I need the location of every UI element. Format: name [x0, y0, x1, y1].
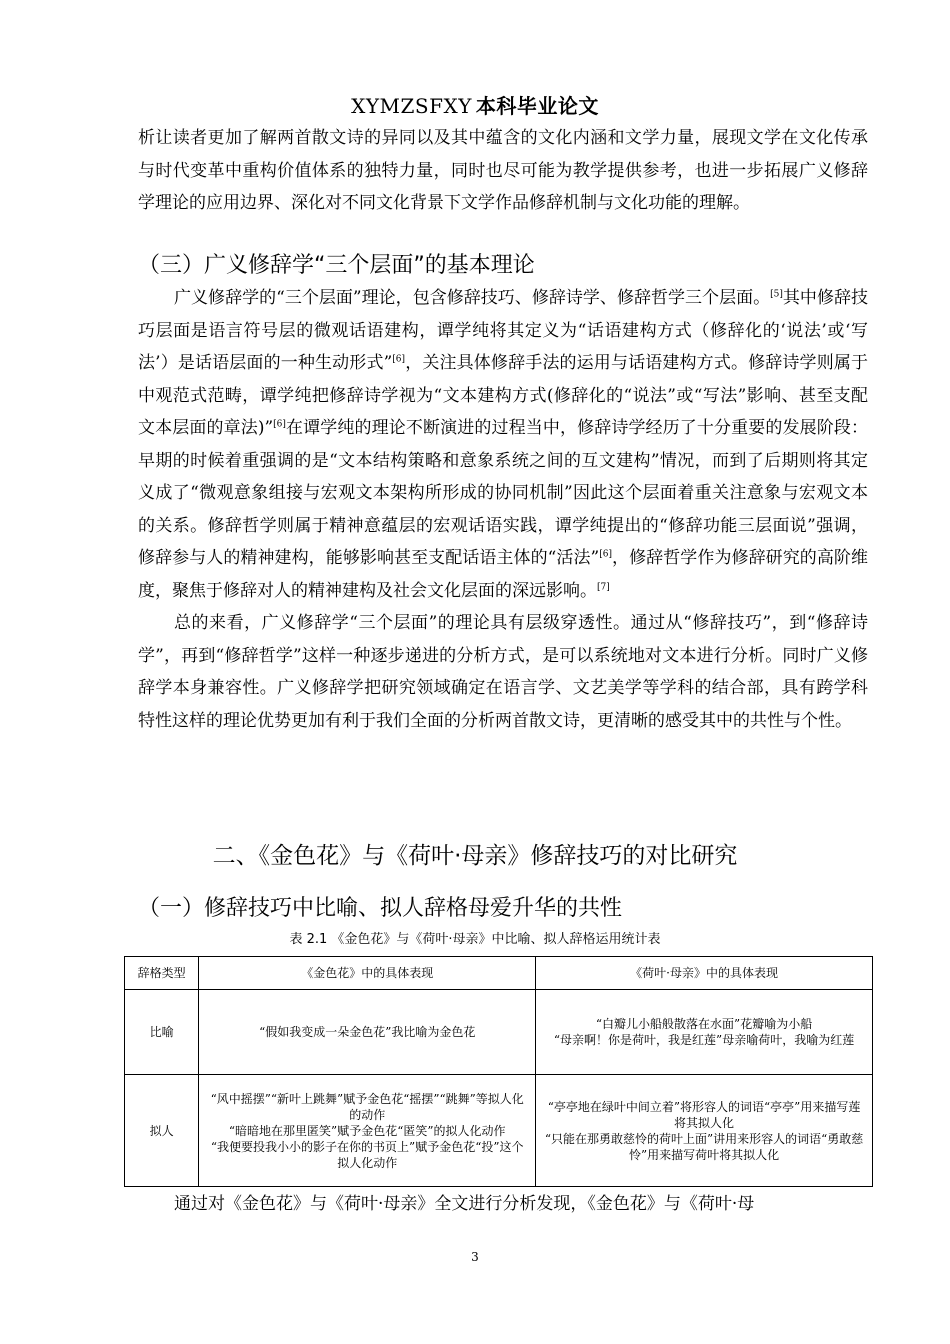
citation-ref: [7] [597, 581, 610, 592]
cell-line: “风中摇摆”“新叶上跳舞”赋予金色花“摇摆”“跳舞”等拟人化的动作 [210, 1091, 524, 1122]
closing-paragraph-block [138, 1188, 868, 1221]
chapter-heading: 二、《金色花》与《荷叶·母亲》修辞技巧的对比研究 [212, 843, 738, 869]
table-cell-type: 拟人 [125, 1075, 199, 1187]
intro-paragraph: 析让读者更加了解两首散文诗的异同以及其中蕴含的文化内涵和文学力量，展现文学在文化传承与时代变革中重构价值体系的独特力量，同时也尽可能为教学提供参考，也进一步拓展广义修辞学理论的应用边界、深化对不同文化背景下文学作品修辞机制与文化功能的理解。 [138, 128, 868, 213]
citation-ref: [6] [392, 354, 406, 365]
table-cell [199, 990, 536, 1075]
text-run: ，关注具体修辞手法的运用与话语建构方式。修辞诗学则属于中观范式范畴，谭学纯把修辞诗学视为“文本建构方式(修辞化的“说法”或“写法”影响、甚至支配文本层面的章法)” [138, 353, 868, 438]
table-header-row [125, 957, 873, 990]
section1-heading: （一）修辞技巧中比喻、拟人辞格母爱升华的共性 [138, 896, 623, 921]
table-cell-type: 比喻 [125, 990, 199, 1075]
table-cell [536, 990, 873, 1075]
citation-ref: [5] [770, 289, 783, 300]
table-header-cell: 《金色花》中的具体表现 [199, 957, 536, 990]
cell-line: “假如我变成一朵金色花”我比喻为金色花 [259, 1025, 476, 1039]
intro-paragraph-block [138, 122, 868, 220]
table-header-cell: 辞格类型 [125, 957, 199, 990]
table-cell [199, 1075, 536, 1187]
text-run: 其中修辞技巧层面是语言符号层的微观话语建构，谭学纯将其定义为“话语建构方式（修辞化的‘说法’或‘写法’）是话语层面的一种生动形式” [138, 288, 868, 373]
page-header [0, 92, 950, 120]
section3-body [138, 282, 868, 737]
citation-ref: [6] [599, 549, 612, 560]
citation-ref: [6] [273, 419, 286, 430]
cell-line: “亭亭地在绿叶中间立着”将形容人的词语“亭亭”用来描写莲将其拟人化 [547, 1099, 861, 1130]
page-number: 3 [471, 1250, 479, 1264]
table-caption: 表 2.1 《金色花》与《荷叶·母亲》中比喻、拟人辞格运用统计表 [289, 932, 661, 947]
section3-paragraph-1 [138, 282, 868, 607]
cell-line: “只能在那勇敢慈怜的荷叶上面”讲用来形容人的词语“勇敢慈怜”用来描写荷叶将其拟人化 [544, 1131, 864, 1162]
section3-paragraph-2: 总的来看，广义修辞学“三个层面”的理论具有层级穿透性。通过从“修辞技巧”，到“修辞诗学”，再到“修辞哲学”这样一种逐步递进的分析方式，是可以系统地对文本进行分析。同时广义修辞学本身兼容性。广义修辞学把研究领域确定在语言学、文艺美学等学科的结合部，具有跨学科特性这样的理论优势更加有利于我们全面的分析两首散文诗，更清晰的感受其中的共性与个性。 [138, 613, 868, 731]
table-row [125, 990, 873, 1075]
text-run: 广义修辞学的“三个层面”理论，包含修辞技巧、修辞诗学、修辞哲学三个层面。 [174, 288, 771, 308]
cell-line: “白瓣儿小船般散落在水面”花瓣喻为小船 [595, 1017, 813, 1031]
header-title: 本科毕业论文 [475, 94, 599, 118]
text-run: 在谭学纯的理论不断演进的过程当中，修辞诗学经历了十分重要的发展阶段：早期的时候着重强调的是“文本结构策略和意象系统之间的互文建构”情况，而到了后期则将其定义成了“微观意象组接与宏观文本架构所形成的协同机制”因此这个层面着重关注意象与宏观文本的关系。修辞哲学则属于精神意蕴层的宏观话语实践，谭学纯提出的“修辞功能三层面说”强调，修辞参与人的精神建构，能够影响甚至支配话语主体的“活法” [138, 418, 869, 568]
text-run: ，修辞哲学作为修辞研究的高阶维度，聚焦于修辞对人的精神建构及社会文化层面的深远影响。 [138, 548, 868, 601]
closing-text: 通过对《金色花》与《荷叶·母亲》全文进行分析发现，《金色花》与《荷叶·母 [174, 1194, 755, 1214]
section3-heading: （三）广义修辞学“三个层面”的基本理论 [138, 253, 535, 278]
rhetoric-statistics-table [124, 956, 873, 1187]
table-header-cell: 《荷叶·母亲》中的具体表现 [536, 957, 873, 990]
cell-line: “我便要投我小小的影子在你的书页上”赋予金色花“投”这个拟人化动作 [210, 1139, 524, 1170]
cell-line: “母亲啊！你是荷叶，我是红莲”母亲喻荷叶，我喻为红莲 [553, 1033, 855, 1047]
cell-line: “暗暗地在那里匿笑”赋予金色花“匿笑”的拟人化动作 [228, 1123, 506, 1138]
header-code: XYMZSFXY [351, 94, 472, 118]
table-row [125, 1075, 873, 1187]
table-cell [536, 1075, 873, 1187]
